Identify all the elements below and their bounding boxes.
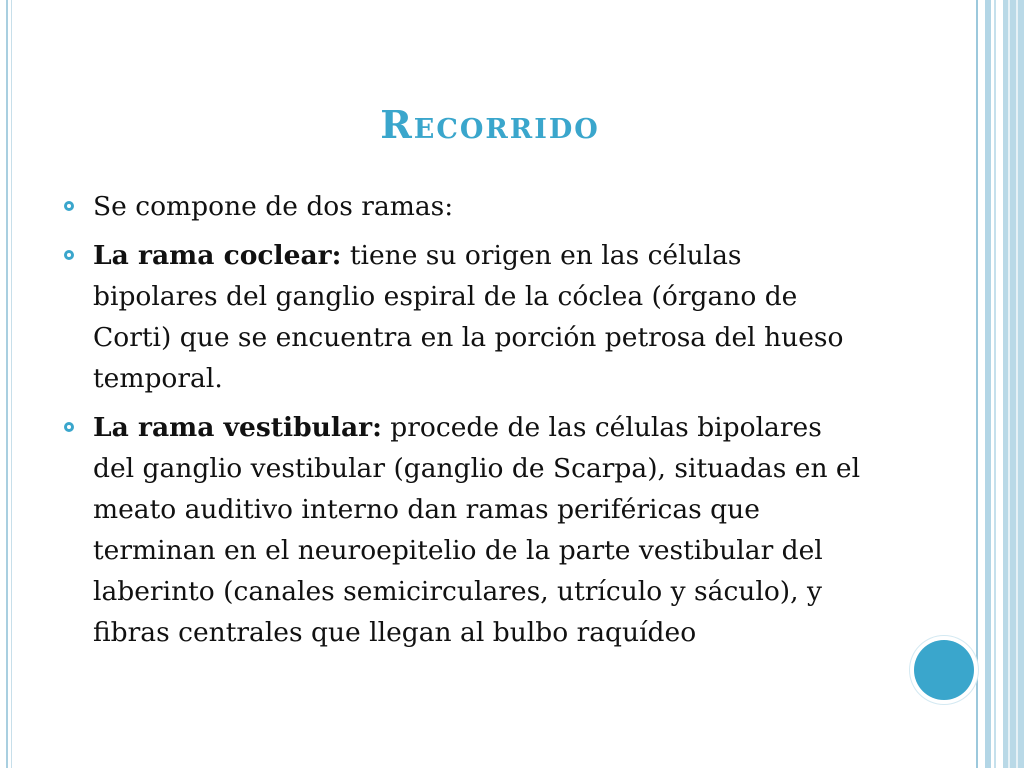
frame-line — [11, 0, 12, 768]
slide-title: Recorrido — [380, 102, 600, 147]
frame-line — [976, 0, 978, 768]
frame-line — [994, 0, 996, 768]
frame-band — [1003, 0, 1024, 768]
frame-line — [1016, 0, 1018, 768]
bullet-text: procede de las células bipolares del ganglio vestibular (ganglio de Scarpa), situadas en el meato auditivo interno dan ramas periféricas que terminan en el neuroepitelio de la parte vestibular del laberinto (canales semicirculares, utrículo y sáculo), y fibras centrales que llegan al bulbo raquídeo — [93, 412, 861, 648]
ring-bullet-icon — [64, 201, 74, 211]
bullet-item — [64, 186, 864, 227]
bullet-text: tiene su origen en las células bipolares del ganglio espiral de la cóclea (órgano de Corti) que se encuentra en la porción petrosa del hueso temporal. — [93, 240, 844, 394]
bullet-item — [64, 235, 864, 399]
bullet-text: Se compone de dos ramas: — [93, 191, 454, 222]
frame-line — [6, 0, 8, 768]
frame-line — [1008, 0, 1010, 768]
bullet-bold-text: La rama vestibular: — [93, 412, 382, 443]
bullet-item — [64, 407, 864, 653]
decorative-circle — [914, 640, 974, 700]
ring-bullet-icon — [64, 250, 74, 260]
bullet-list — [64, 186, 864, 661]
bullet-bold-text: La rama coclear: — [93, 240, 342, 271]
ring-bullet-icon — [64, 422, 74, 432]
frame-line — [985, 0, 991, 768]
